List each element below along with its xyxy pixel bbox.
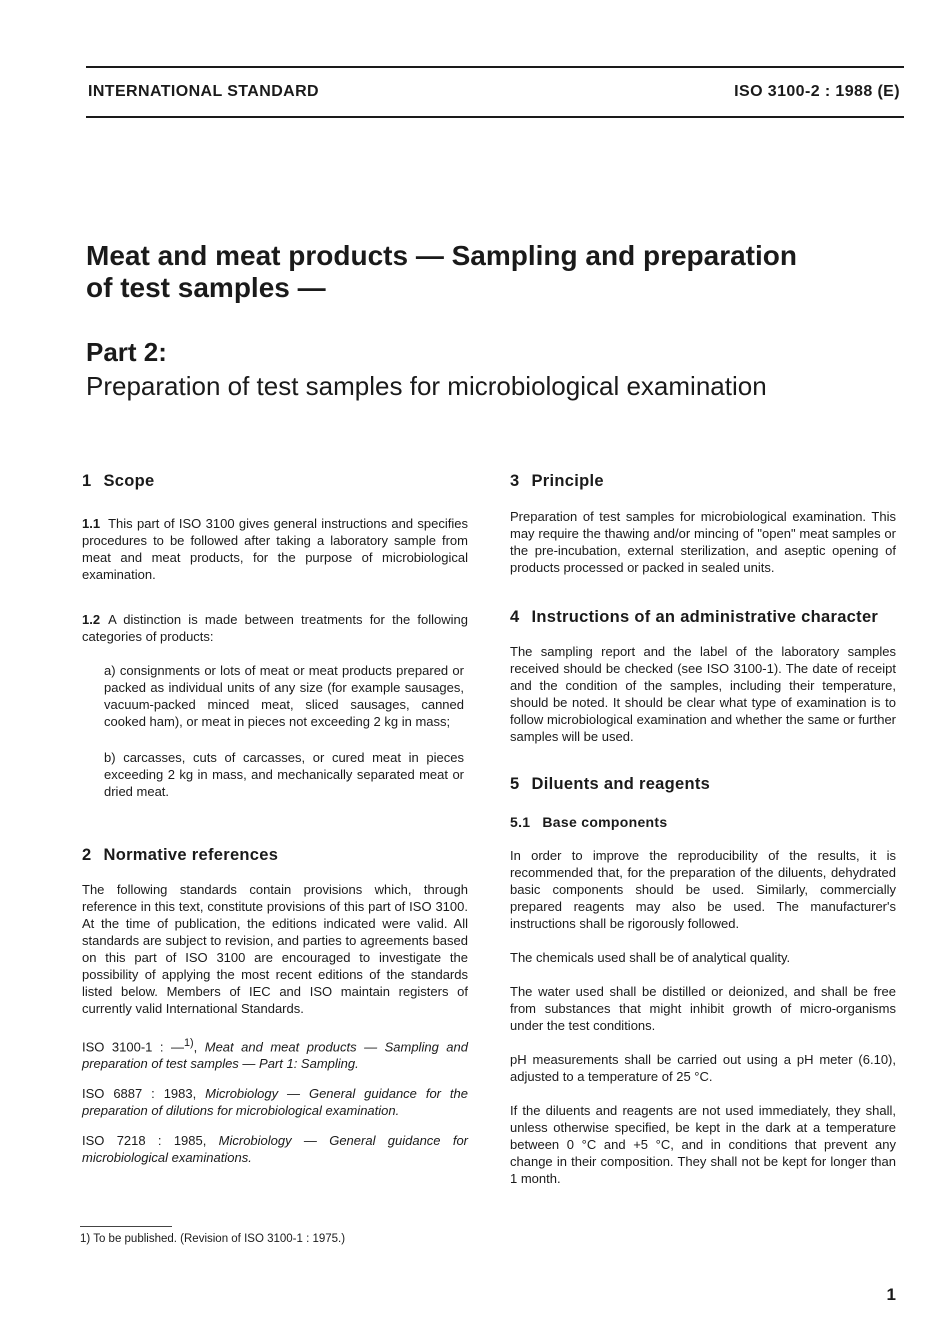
part-title: Preparation of test samples for microbiological examination xyxy=(86,371,767,401)
reference-iso-3100-1: ISO 3100-1 : —$^{1)}$, Meat and meat products — Sampling and preparation of test samples — Part 1: Sampling. xyxy=(82,1037,468,1072)
section-5-heading: 5 Diluents and reagents xyxy=(510,775,711,793)
list-item-a: a) consignments or lots of meat or meat products prepared or packed as individual units of any size (for example sausages, vacuum-packed minced meat, sliced sausages, canned cooked ham), or meat in pieces not exceeding 2 kg in mass; xyxy=(104,663,464,729)
footnote-rule xyxy=(80,1226,172,1227)
principle-text: Preparation of test samples for microbiological examination. This may require the thawing and/or mincing of "open" meat samples or the pre-incubation, external sterilization, and aseptic opening of products processed or packed in sealed units. xyxy=(510,509,896,575)
reference-iso-7218: ISO 7218 : 1985, Microbiology — General guidance for microbiological examinations. xyxy=(82,1133,468,1166)
title-line-1: Meat and meat products — Sampling and preparation xyxy=(86,240,797,271)
base-components-paragraph-3: The water used shall be distilled or deionized, and shall be free from substances that might inhibit growth of micro-organisms under the test conditions. xyxy=(510,984,896,1033)
section-3-heading: 3 Principle xyxy=(510,472,604,490)
section-1-heading: 1 Scope xyxy=(82,472,155,490)
document-type-label: INTERNATIONAL STANDARD xyxy=(88,83,320,100)
clause-1-2: 1.2 A distinction is made between treatments for the following categories of products: xyxy=(82,612,468,644)
reference-iso-6887: ISO 6887 : 1983, Microbiology — General guidance for the preparation of dilutions for microbiological examination. xyxy=(82,1086,468,1119)
footnote: 1) To be published. (Revision of ISO 3100-1 : 1975.) xyxy=(80,1233,346,1245)
header-bottom-rule xyxy=(86,116,904,118)
administrative-instructions-text: The sampling report and the label of the laboratory samples received should be checked (see ISO 3100-1). The date of receipt and the condition of the samples, including their temperature, should be noted. It should be clear what type of examination is to follow microbiological examination and whether the same or further samples will be used. xyxy=(510,644,896,744)
standard-number: ISO 3100-2 : 1988 (E) xyxy=(734,83,900,100)
document-title xyxy=(86,240,886,304)
clause-1-1: 1.1 This part of ISO 3100 gives general instructions and specifies procedures to be followed after taking a laboratory sample from meat and meat products, for the purpose of microbiological examination. xyxy=(82,516,468,582)
base-components-paragraph-4: pH measurements shall be carried out using a pH meter (6.10), adjusted to a temperature of 25 °C. xyxy=(510,1052,896,1084)
section-4-heading: 4 Instructions of an administrative character xyxy=(510,608,879,626)
part-label: Part 2: xyxy=(86,337,167,367)
header-top-rule xyxy=(86,66,904,68)
left-column xyxy=(82,472,468,1166)
right-column xyxy=(510,472,896,1187)
normative-references-intro: The following standards contain provisions which, through reference in this text, constitute provisions of this part of ISO 3100. At the time of publication, the editions indicated were valid. All standards are subject to revision, and parties to agreements based on this part of ISO 3100 are encouraged to investigate the possibility of applying the most recent editions of the standards listed below. Members of IEC and ISO maintain registers of currently valid International Standards. xyxy=(82,882,468,1016)
page-number: 1 xyxy=(886,1285,896,1304)
base-components-paragraph-1: In order to improve the reproducibility of the results, it is recommended that, for the preparation of the diluents, dehydrated basic components should be used. Similarly, commercially prepared reagents may also be used. The manufacturer's instructions shall be rigorously followed. xyxy=(510,848,896,931)
section-2-heading: 2 Normative references xyxy=(82,846,279,864)
title-line-2: of test samples — xyxy=(86,272,326,303)
base-components-paragraph-5: If the diluents and reagents are not used immediately, they shall, unless otherwise specified, be kept in the dark at a temperature between 0 °C and +5 °C, and in conditions that prevent any change in their composition. They shall not be kept for longer than 1 month. xyxy=(510,1103,896,1186)
base-components-paragraph-2: The chemicals used shall be of analytical quality. xyxy=(510,950,791,965)
list-item-b: b) carcasses, cuts of carcasses, or cured meat in pieces exceeding 2 kg in mass, and mechanically separated meat or dried meat. xyxy=(104,750,464,799)
subsection-5-1-heading: 5.1 Base components xyxy=(510,814,668,830)
